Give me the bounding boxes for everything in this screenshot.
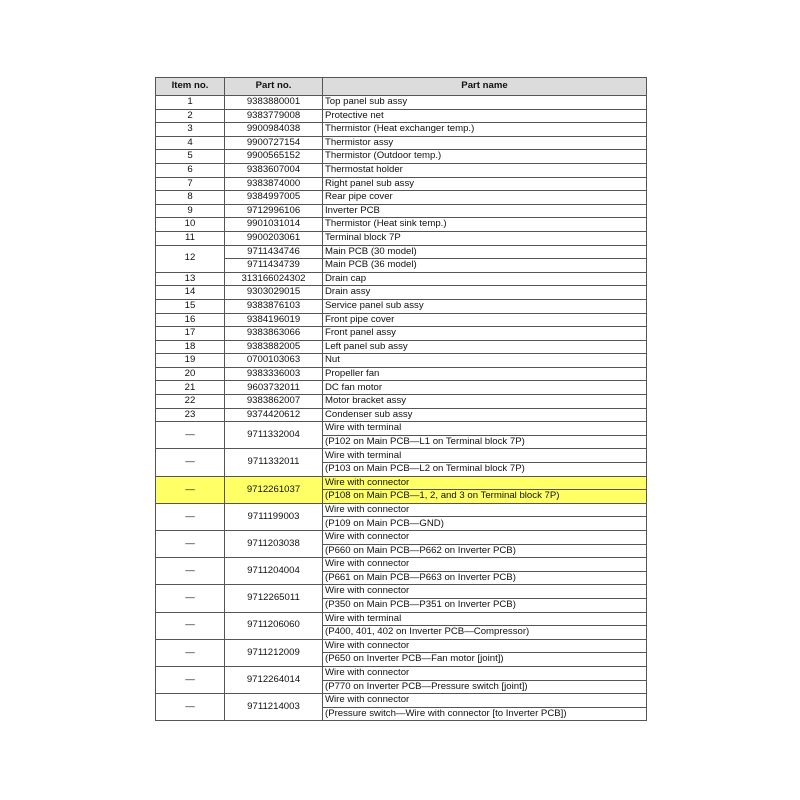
part-name-cell: Wire with terminal: [323, 449, 647, 463]
item-no-cell: 20: [156, 367, 225, 381]
table-row: [156, 231, 647, 245]
part-no-cell: 9711212009: [225, 639, 323, 666]
part-no-cell: 9711204004: [225, 558, 323, 585]
part-name-cell: Nut: [323, 354, 647, 368]
header-row: [156, 78, 647, 96]
part-name-cell: Wire with connector: [323, 666, 647, 680]
item-no-cell: 12: [156, 245, 225, 272]
table-row: [156, 299, 647, 313]
table-row: [156, 218, 647, 232]
item-no-cell: —: [156, 612, 225, 639]
table-row: [156, 585, 647, 599]
item-no-cell: —: [156, 449, 225, 476]
part-no-cell: 9383876103: [225, 299, 323, 313]
table-row: [156, 503, 647, 517]
item-no-cell: 11: [156, 231, 225, 245]
part-no-cell: 9901031014: [225, 218, 323, 232]
part-name-cell: (P102 on Main PCB—L1 on Terminal block 7P): [323, 435, 647, 449]
part-no-cell: 9711203038: [225, 531, 323, 558]
part-no-cell: 9383863066: [225, 327, 323, 341]
part-name-cell: (P660 on Main PCB—P662 on Inverter PCB): [323, 544, 647, 558]
part-name-cell: Service panel sub assy: [323, 299, 647, 313]
part-no-cell: 313166024302: [225, 272, 323, 286]
part-name-cell: Drain assy: [323, 286, 647, 300]
part-no-cell: 9374420612: [225, 408, 323, 422]
item-no-cell: 16: [156, 313, 225, 327]
item-no-cell: —: [156, 694, 225, 721]
item-no-cell: 21: [156, 381, 225, 395]
table-row: [156, 666, 647, 680]
part-no-cell: 9603732011: [225, 381, 323, 395]
part-name-cell: (P400, 401, 402 on Inverter PCB—Compressor): [323, 626, 647, 640]
part-name-cell: (P109 on Main PCB—GND): [323, 517, 647, 531]
part-name-cell: Wire with connector: [323, 558, 647, 572]
table-row: [156, 381, 647, 395]
item-no-cell: 14: [156, 286, 225, 300]
part-no-cell: 9711206060: [225, 612, 323, 639]
part-name-cell: Thermistor (Heat exchanger temp.): [323, 123, 647, 137]
part-name-cell: (P108 on Main PCB—1, 2, and 3 on Terminal block 7P): [323, 490, 647, 504]
item-no-cell: —: [156, 558, 225, 585]
part-name-cell: Main PCB (36 model): [323, 259, 647, 273]
table-row: [156, 639, 647, 653]
part-name-cell: Right panel sub assy: [323, 177, 647, 191]
item-no-cell: —: [156, 666, 225, 693]
header-item-no: Item no.: [156, 78, 225, 96]
item-no-cell: 15: [156, 299, 225, 313]
part-name-cell: (P650 on Inverter PCB—Fan motor [joint]): [323, 653, 647, 667]
table-row: [156, 395, 647, 409]
part-no-cell: 9711332004: [225, 422, 323, 449]
part-no-cell: 9712261037: [225, 476, 323, 503]
part-name-cell: Front panel assy: [323, 327, 647, 341]
part-no-cell: 9384997005: [225, 191, 323, 205]
part-name-cell: Motor bracket assy: [323, 395, 647, 409]
part-name-cell: (P103 on Main PCB—L2 on Terminal block 7P): [323, 463, 647, 477]
item-no-cell: 13: [156, 272, 225, 286]
item-no-cell: 22: [156, 395, 225, 409]
table-row: [156, 150, 647, 164]
table-row: [156, 259, 647, 273]
item-no-cell: 4: [156, 136, 225, 150]
item-no-cell: 18: [156, 340, 225, 354]
part-name-cell: Rear pipe cover: [323, 191, 647, 205]
table-row: [156, 558, 647, 572]
part-no-cell: 9303029015: [225, 286, 323, 300]
item-no-cell: 2: [156, 109, 225, 123]
table-header: [156, 78, 647, 96]
part-name-cell: Wire with connector: [323, 639, 647, 653]
part-no-cell: 9900984038: [225, 123, 323, 137]
part-name-cell: Inverter PCB: [323, 204, 647, 218]
part-no-cell: 9383874000: [225, 177, 323, 191]
table-row: [156, 531, 647, 545]
table-row: [156, 123, 647, 137]
part-no-cell: 9900565152: [225, 150, 323, 164]
part-name-cell: (P770 on Inverter PCB—Pressure switch [joint]): [323, 680, 647, 694]
table-row: [156, 272, 647, 286]
part-name-cell: Thermostat holder: [323, 163, 647, 177]
item-no-cell: —: [156, 531, 225, 558]
table-body: [156, 96, 647, 721]
table-row: [156, 476, 647, 490]
part-name-cell: (P661 on Main PCB—P663 on Inverter PCB): [323, 571, 647, 585]
table-row: [156, 177, 647, 191]
table-row: [156, 191, 647, 205]
item-no-cell: 17: [156, 327, 225, 341]
part-no-cell: 9383882005: [225, 340, 323, 354]
table-row: [156, 136, 647, 150]
table-row: [156, 163, 647, 177]
part-name-cell: Front pipe cover: [323, 313, 647, 327]
part-name-cell: (Pressure switch—Wire with connector [to Inverter PCB]): [323, 707, 647, 721]
part-name-cell: DC fan motor: [323, 381, 647, 395]
part-name-cell: Thermistor (Heat sink temp.): [323, 218, 647, 232]
part-no-cell: 9384196019: [225, 313, 323, 327]
part-no-cell: 0700103063: [225, 354, 323, 368]
part-name-cell: Terminal block 7P: [323, 231, 647, 245]
part-name-cell: Thermistor assy: [323, 136, 647, 150]
part-name-cell: Wire with terminal: [323, 612, 647, 626]
item-no-cell: —: [156, 585, 225, 612]
part-no-cell: 9383880001: [225, 96, 323, 110]
part-name-cell: Left panel sub assy: [323, 340, 647, 354]
table-row: [156, 327, 647, 341]
part-name-cell: Protective net: [323, 109, 647, 123]
part-no-cell: 9900727154: [225, 136, 323, 150]
part-name-cell: Thermistor (Outdoor temp.): [323, 150, 647, 164]
table-row: [156, 422, 647, 436]
table-row: [156, 408, 647, 422]
part-no-cell: 9711434746: [225, 245, 323, 259]
part-name-cell: Condenser sub assy: [323, 408, 647, 422]
part-no-cell: 9711214003: [225, 694, 323, 721]
table-row: [156, 367, 647, 381]
table-row: [156, 340, 647, 354]
part-no-cell: 9383336003: [225, 367, 323, 381]
part-name-cell: Wire with connector: [323, 531, 647, 545]
item-no-cell: 5: [156, 150, 225, 164]
part-name-cell: Wire with connector: [323, 476, 647, 490]
part-no-cell: 9712996106: [225, 204, 323, 218]
part-no-cell: 9383779008: [225, 109, 323, 123]
part-no-cell: 9712264014: [225, 666, 323, 693]
item-no-cell: 6: [156, 163, 225, 177]
table-row: [156, 286, 647, 300]
part-no-cell: 9711332011: [225, 449, 323, 476]
item-no-cell: 8: [156, 191, 225, 205]
part-name-cell: Top panel sub assy: [323, 96, 647, 110]
item-no-cell: 7: [156, 177, 225, 191]
item-no-cell: 1: [156, 96, 225, 110]
part-name-cell: Wire with connector: [323, 694, 647, 708]
item-no-cell: —: [156, 639, 225, 666]
item-no-cell: 10: [156, 218, 225, 232]
part-no-cell: 9900203061: [225, 231, 323, 245]
part-name-cell: Drain cap: [323, 272, 647, 286]
parts-table: [155, 77, 647, 721]
table-row: [156, 694, 647, 708]
item-no-cell: 23: [156, 408, 225, 422]
table-row: [156, 109, 647, 123]
part-name-cell: Main PCB (30 model): [323, 245, 647, 259]
item-no-cell: 3: [156, 123, 225, 137]
header-part-no: Part no.: [225, 78, 323, 96]
part-no-cell: 9711434739: [225, 259, 323, 273]
table-row: [156, 313, 647, 327]
item-no-cell: 9: [156, 204, 225, 218]
part-no-cell: 9712265011: [225, 585, 323, 612]
part-name-cell: (P350 on Main PCB—P351 on Inverter PCB): [323, 598, 647, 612]
header-part-name: Part name: [323, 78, 647, 96]
item-no-cell: —: [156, 476, 225, 503]
part-name-cell: Wire with connector: [323, 585, 647, 599]
part-no-cell: 9711199003: [225, 503, 323, 530]
part-name-cell: Wire with connector: [323, 503, 647, 517]
table-row: [156, 96, 647, 110]
item-no-cell: —: [156, 422, 225, 449]
table-row: [156, 612, 647, 626]
item-no-cell: 19: [156, 354, 225, 368]
part-no-cell: 9383862007: [225, 395, 323, 409]
item-no-cell: —: [156, 503, 225, 530]
part-name-cell: Propeller fan: [323, 367, 647, 381]
table-row: [156, 354, 647, 368]
table-row: [156, 449, 647, 463]
table-row: [156, 204, 647, 218]
table-row: [156, 245, 647, 259]
part-name-cell: Wire with terminal: [323, 422, 647, 436]
part-no-cell: 9383607004: [225, 163, 323, 177]
